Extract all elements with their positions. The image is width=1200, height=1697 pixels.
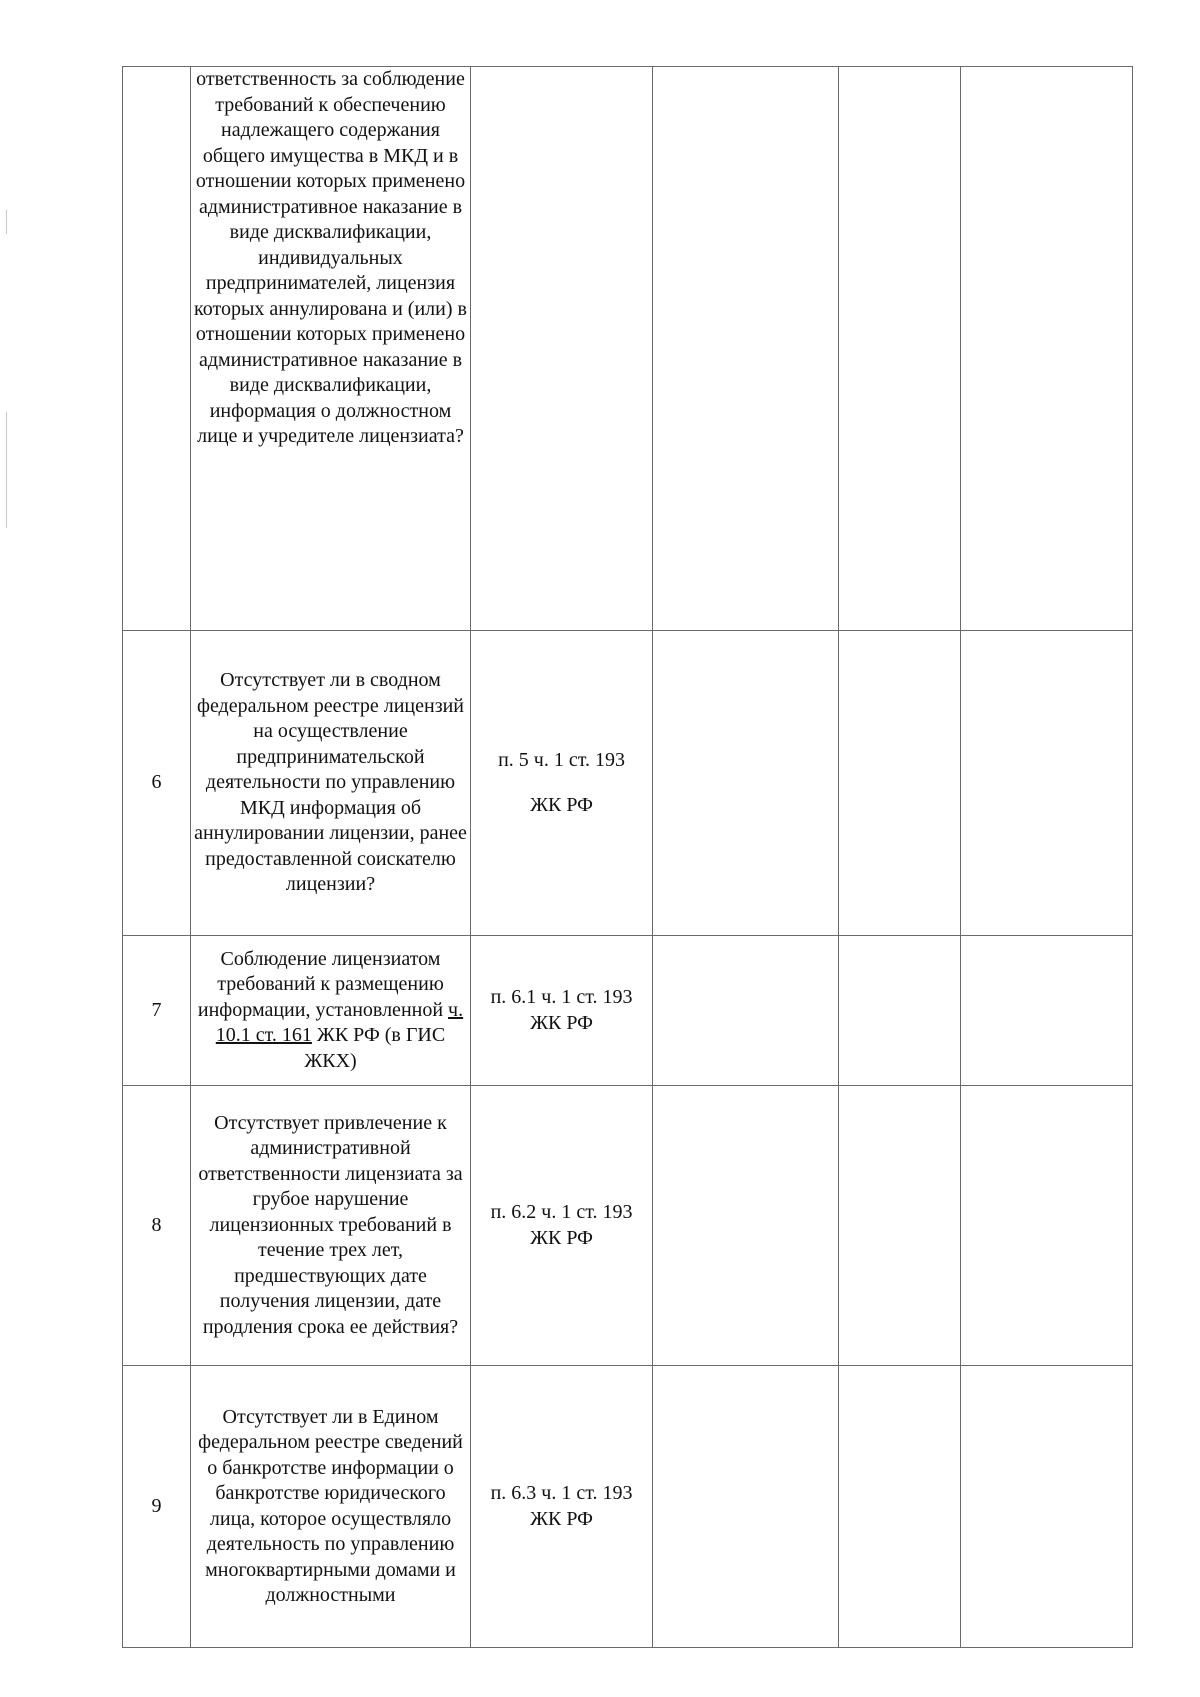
legal-reference-cell: [471, 1086, 653, 1366]
answer-cell: [653, 1366, 839, 1648]
answer-cell: [961, 67, 1133, 631]
question-cell: Отсутствует ли в сводном федеральном реестре лицензий на осуществление предпринимательской деятельности по управлению МКД информация об аннулировании лицензии, ранее предоставленной соискателю лицензии?: [191, 631, 471, 936]
table-row: [123, 1086, 1133, 1366]
answer-cell: [653, 936, 839, 1086]
table-row: [123, 67, 1133, 631]
question-cell: Отсутствует привлечение к административной ответственности лицензиата за грубое нарушение лицензионных требований в течение трех лет, предшествующих дате получения лицензии, дате продления срока ее действия?: [191, 1086, 471, 1366]
legal-reference-article: п. 6.3 ч. 1 ст. 193: [490, 1482, 633, 1504]
question-cell: ответственность за соблюдение требований к обеспечению надлежащего содержания общего имущества в МКД и в отношении которых применено административное наказание в виде дисквалификации, индивидуальных предпринимателей, лицензия которых аннулирована и (или) в отношении которых применено административное наказание в виде дисквалификации, информация о должностном лице и учредителе лицензиата?: [191, 67, 471, 631]
item-number: 6: [123, 631, 191, 936]
license-checklist-table: [122, 66, 1133, 1648]
scan-margin-mark: [6, 210, 7, 234]
answer-cell: [653, 1086, 839, 1366]
answer-cell: [961, 1086, 1133, 1366]
item-number: 9: [123, 1366, 191, 1648]
answer-cell: [839, 631, 961, 936]
answer-cell: [839, 1086, 961, 1366]
table-row: [123, 1366, 1133, 1648]
answer-cell: [839, 67, 961, 631]
legal-reference-code: ЖК РФ: [530, 794, 593, 816]
legal-reference-cell: [471, 936, 653, 1086]
answer-cell: [961, 1366, 1133, 1648]
law-article-link[interactable]: ч. 10.1 ст. 161: [215, 998, 464, 1047]
question-cell: Отсутствует ли в Едином федеральном реестре сведений о банкротстве информации о банкротстве юридического лица, которое осуществляло деятельность по управлению многоквартирными домами и должностными: [191, 1366, 471, 1648]
answer-cell: [653, 67, 839, 631]
answer-cell: [653, 631, 839, 936]
table-row: [123, 936, 1133, 1086]
item-number: [123, 67, 191, 631]
legal-reference-code: ЖК РФ: [530, 1226, 593, 1249]
question-cell: [191, 936, 471, 1086]
answer-cell: [839, 1366, 961, 1648]
question-text: Соблюдение лицензиатом требований к размещению информации, установленной: [197, 947, 449, 1021]
item-number: 7: [123, 936, 191, 1086]
legal-reference-code: ЖК РФ: [530, 1507, 593, 1530]
legal-reference-cell: [471, 1366, 653, 1648]
legal-reference-article: п. 5 ч. 1 ст. 193: [498, 748, 625, 771]
legal-reference-cell: [471, 631, 653, 936]
question-text: ЖК РФ (в ГИС ЖКХ): [304, 1024, 446, 1072]
legal-reference-article: п. 6.1 ч. 1 ст. 193: [490, 986, 633, 1008]
answer-cell: [961, 936, 1133, 1086]
answer-cell: [839, 936, 961, 1086]
table-row: [123, 631, 1133, 936]
legal-reference-cell: [471, 67, 653, 631]
legal-reference-code: ЖК РФ: [530, 1011, 593, 1034]
scan-margin-mark: [6, 412, 7, 528]
answer-cell: [961, 631, 1133, 936]
item-number: 8: [123, 1086, 191, 1366]
legal-reference-article: п. 6.2 ч. 1 ст. 193: [490, 1201, 633, 1223]
